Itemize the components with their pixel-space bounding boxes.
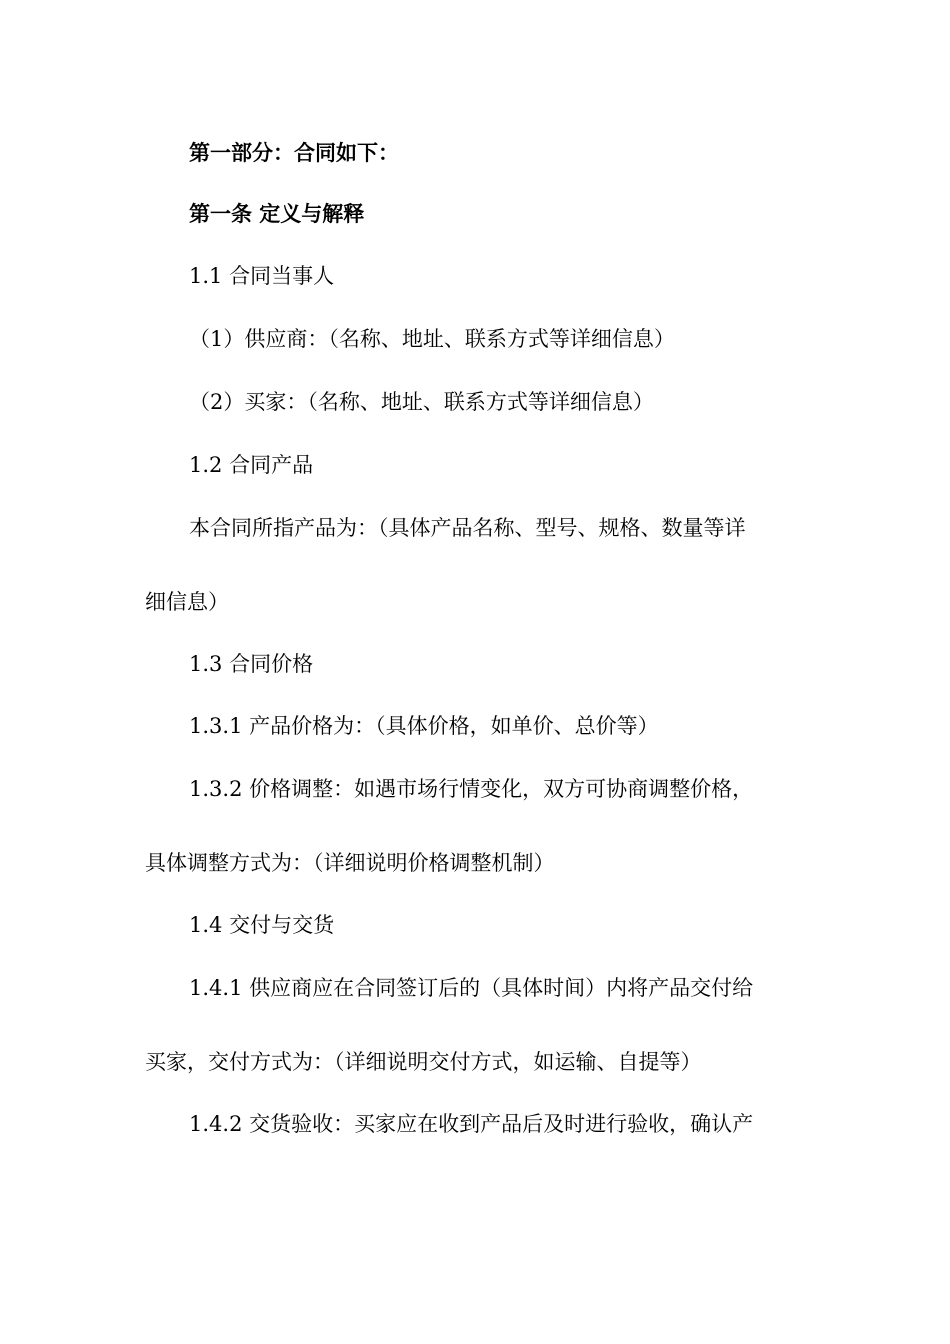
paragraph-price-adjust-line-2: 具体调整方式为：（详细说明价格调整机制） [145,851,555,875]
article-heading: 第一条 定义与解释 [189,202,365,226]
paragraph-buyer: （2）买家：（名称、地址、联系方式等详细信息） [189,390,654,414]
section-heading-1-3: 1.3 合同价格 [189,652,314,676]
section-heading-1-2: 1.2 合同产品 [189,453,314,477]
section-heading-1-4: 1.4 交付与交货 [189,913,335,937]
section-heading-1-1: 1.1 合同当事人 [189,264,335,288]
paragraph-price: 1.3.1 产品价格为：（具体价格，如单价、总价等） [189,714,659,738]
paragraph-acceptance-line-1: 1.4.2 交货验收：买家应在收到产品后及时进行验收，确认产 [189,1112,754,1136]
paragraph-delivery-line-2: 买家，交付方式为：（详细说明交付方式，如运输、自提等） [145,1050,702,1074]
part-heading: 第一部分：合同如下： [189,141,399,165]
paragraph-price-adjust-line-1: 1.3.2 价格调整：如遇市场行情变化，双方可协商调整价格， [189,777,754,801]
paragraph-supplier: （1）供应商：（名称、地址、联系方式等详细信息） [189,327,675,351]
paragraph-delivery-line-1: 1.4.1 供应商应在合同签订后的（具体时间）内将产品交付给 [189,976,754,1000]
paragraph-product-line-2: 细信息） [145,590,229,614]
paragraph-product-line-1: 本合同所指产品为：（具体产品名称、型号、规格、数量等详 [189,516,746,540]
